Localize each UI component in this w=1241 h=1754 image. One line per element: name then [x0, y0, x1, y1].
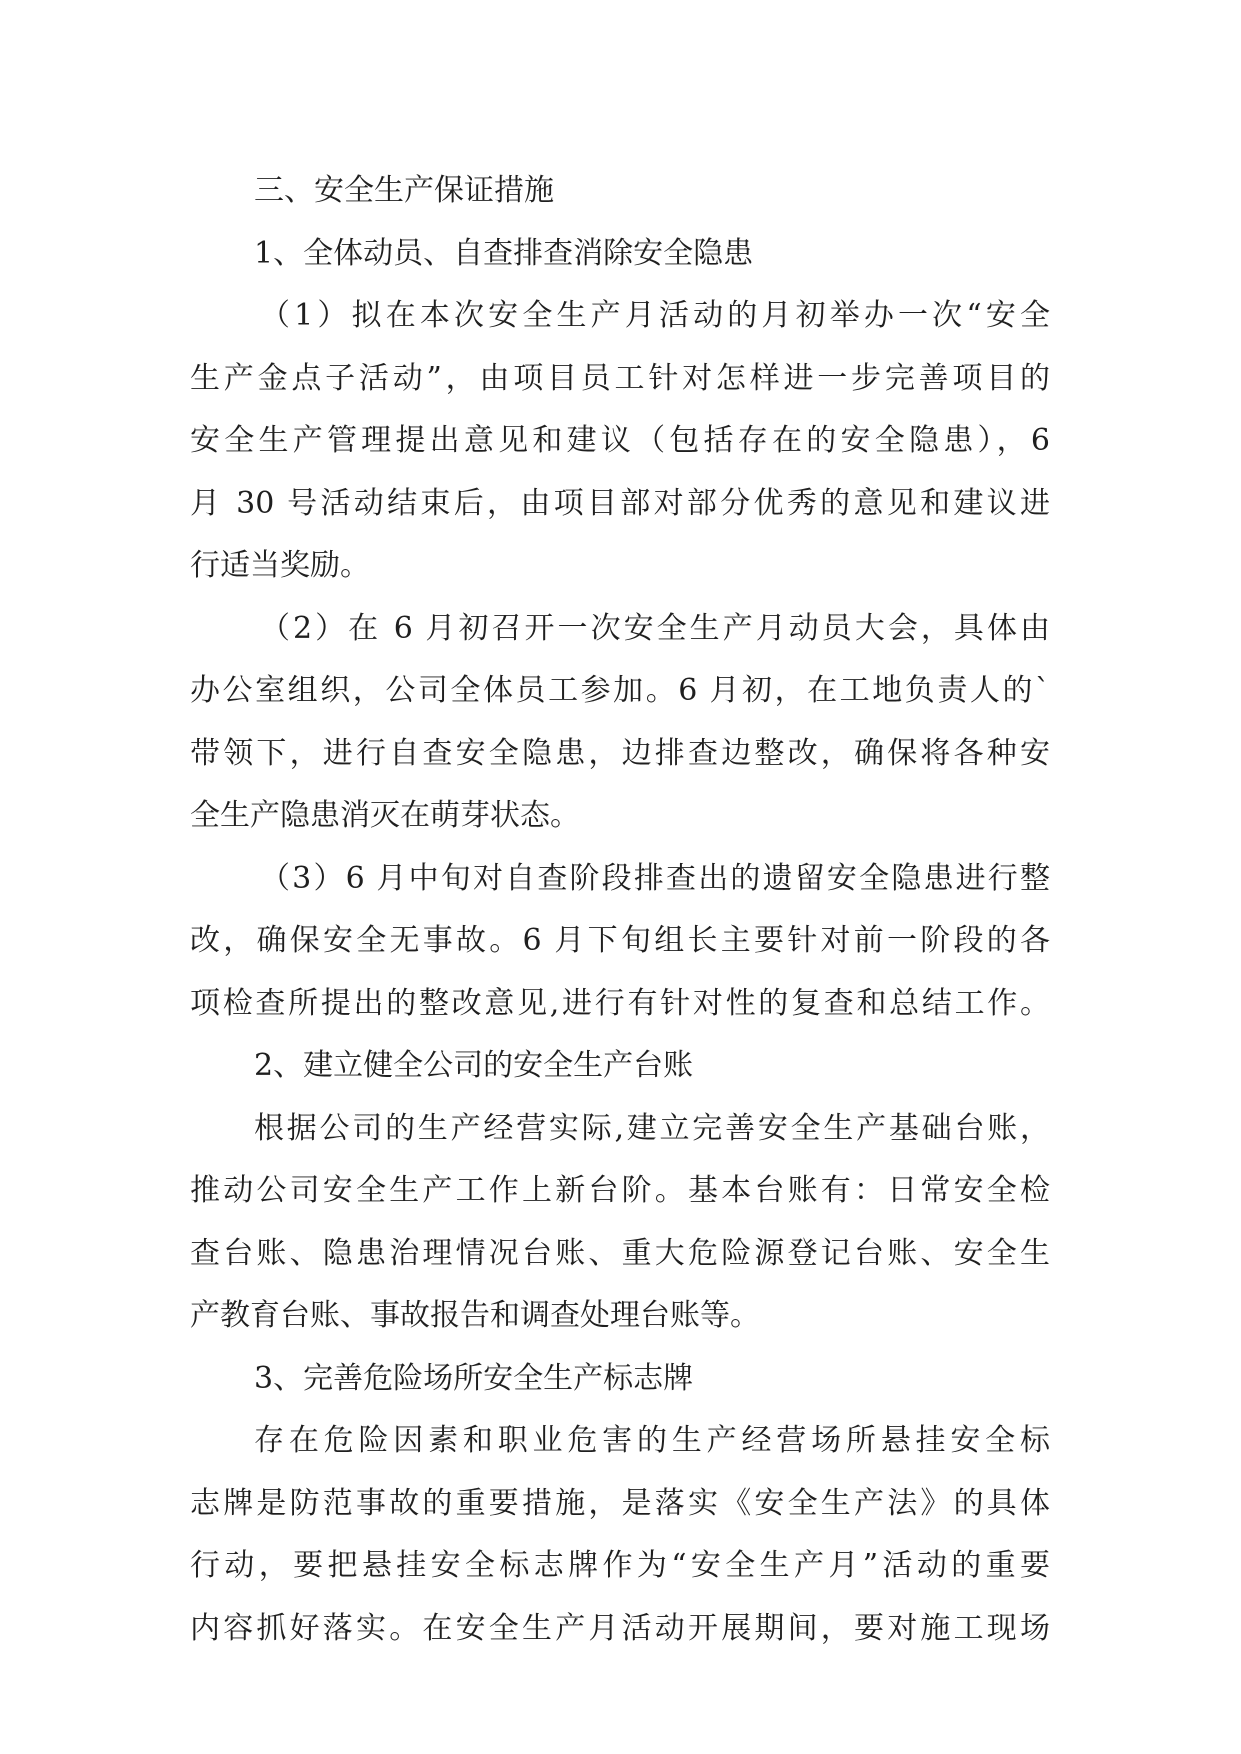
paragraph-line: 安全生产管理提出意见和建议（包括存在的安全隐患），6 [190, 423, 1050, 458]
paragraph-line: 生产金点子活动”，由项目员工针对怎样进一步完善项目的 [190, 360, 1050, 396]
paragraph-line: 查台账、隐患治理情况台账、重大危险源登记台账、安全生 [190, 1235, 1050, 1271]
document-body [190, 160, 1050, 1660]
paragraph-line: 推动公司安全生产工作上新台阶。基本台账有：日常安全检 [190, 1173, 1050, 1208]
paragraph-line: （2）在 6 月初召开一次安全生产月动员大会，具体由 [260, 610, 1050, 646]
paragraph-line: （3）6 月中旬对自查阶段排查出的遗留安全隐患进行整 [260, 860, 1050, 896]
paragraph-line: 月 30 号活动结束后，由项目部对部分优秀的意见和建议进 [190, 485, 1050, 521]
paragraph-line: 带领下，进行自查安全隐患，边排查边整改，确保将各种安 [190, 735, 1050, 771]
subsection-heading-1: 1、全体动员、自查排查消除安全隐患 [254, 235, 754, 271]
section-heading: 三、安全生产保证措施 [254, 173, 554, 208]
paragraph-line: 内容抓好落实。在安全生产月活动开展期间，要对施工现场 [190, 1610, 1050, 1646]
paragraph-line: 办公室组织，公司全体员工参加。6 月初，在工地负责人的` [190, 673, 1050, 708]
paragraph-line: 改，确保安全无事故。6 月下旬组长主要针对前一阶段的各 [190, 923, 1050, 958]
paragraph-line: 行适当奖励。 [190, 548, 370, 583]
paragraph-line: 项检查所提出的整改意见,进行有针对性的复查和总结工作。 [190, 985, 1050, 1021]
paragraph-line: 存在危险因素和职业危害的生产经营场所悬挂安全标 [254, 1423, 1050, 1458]
subsection-heading-3: 3、完善危险场所安全生产标志牌 [254, 1360, 694, 1396]
paragraph-line: 全生产隐患消灭在萌芽状态。 [190, 798, 580, 833]
paragraph-line: 志牌是防范事故的重要措施，是落实《安全生产法》的具体 [190, 1485, 1050, 1521]
paragraph-line: 行动，要把悬挂安全标志牌作为“安全生产月”活动的重要 [190, 1548, 1050, 1583]
paragraph-line: 根据公司的生产经营实际,建立完善安全生产基础台账， [254, 1110, 1050, 1146]
subsection-heading-2: 2、建立健全公司的安全生产台账 [254, 1048, 694, 1083]
paragraph-line: （1）拟在本次安全生产月活动的月初举办一次“安全 [260, 298, 1050, 333]
paragraph-line: 产教育台账、事故报告和调查处理台账等。 [190, 1298, 760, 1333]
